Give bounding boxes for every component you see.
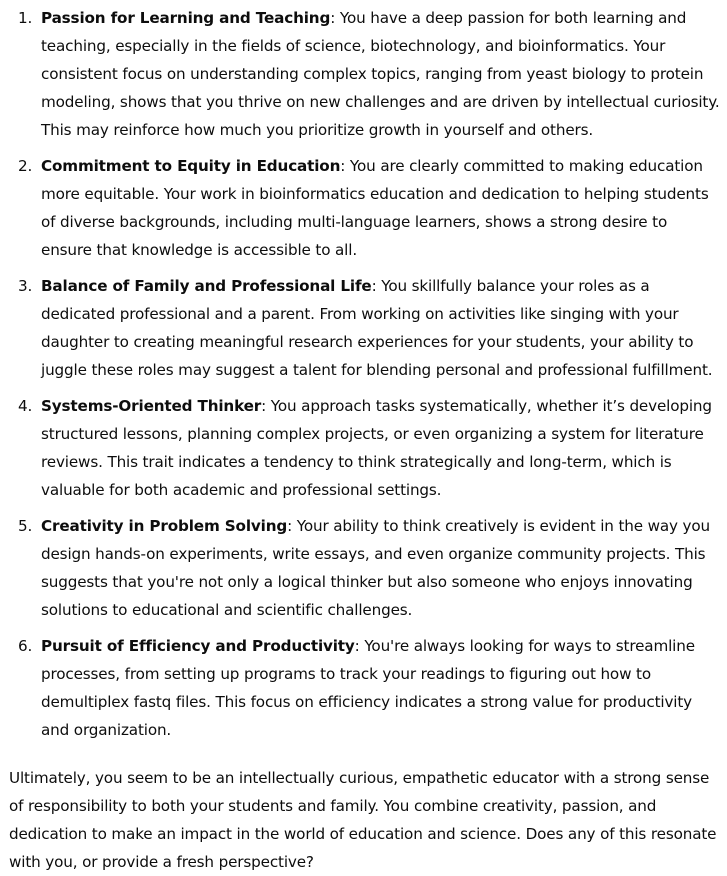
list-item: [9, 392, 721, 504]
list-item: [9, 272, 721, 384]
list-item-text: : You approach tasks systematically, whether it’s developing structured lessons, planning complex projects, or even organizing a system for literature reviews. This trait indicates a tendency to think strategically and long-term, which is valuable for both academic and professional settings.: [41, 397, 712, 499]
list-item-title: Pursuit of Efficiency and Productivity: [41, 637, 355, 655]
list-item: [9, 152, 721, 264]
list-item-text: : You're always looking for ways to streamline processes, from setting up programs to track your readings to figuring out how to demultiplex fastq files. This focus on efficiency indicates a strong value for productivity and organization.: [41, 637, 695, 739]
list-item-title: Commitment to Equity in Education: [41, 157, 341, 175]
list-item-title: Systems-Oriented Thinker: [41, 397, 262, 415]
list-item-title: Balance of Family and Professional Life: [41, 277, 372, 295]
list-item-title: Creativity in Problem Solving: [41, 517, 288, 535]
list-item-number: 4.: [18, 397, 33, 415]
list-item-number: 1.: [18, 9, 33, 27]
list-item: [9, 4, 721, 144]
list-item-number: 2.: [18, 157, 33, 175]
closing-paragraph: Ultimately, you seem to be an intellectually curious, empathetic educator with a strong sense of responsibility to both your students and family. You combine creativity, passion, and dedication to make an impact in the world of education and science. Does any of this resonate with you, or provide a fresh perspective?: [9, 769, 717, 871]
list-item-title: Passion for Learning and Teaching: [41, 9, 331, 27]
traits-list: [9, 4, 721, 744]
list-item: [9, 632, 721, 744]
list-item-number: 6.: [18, 637, 33, 655]
list-item-number: 5.: [18, 517, 33, 535]
list-item-text: : You have a deep passion for both learning and teaching, especially in the fields of science, biotechnology, and bioinformatics. Your consistent focus on understanding complex topics, ranging from yeast biology to protein modeling, shows that you thrive on new challenges and are driven by intellectual curiosity. This may reinforce how much you prioritize growth in yourself and others.: [41, 9, 720, 139]
list-item-number: 3.: [18, 277, 33, 295]
list-item-text: : You skillfully balance your roles as a dedicated professional and a parent. From working on activities like singing with your daughter to creating meaningful research experiences for your students, your ability to juggle these roles may suggest a talent for blending personal and professional fulfillment.: [41, 277, 713, 379]
list-item-text: : You are clearly committed to making education more equitable. Your work in bioinformatics education and dedication to helping students of diverse backgrounds, including multi-language learners, shows a strong desire to ensure that knowledge is accessible to all.: [41, 157, 709, 259]
list-item: [9, 512, 721, 624]
list-item-text: : Your ability to think creatively is evident in the way you design hands-on experiments, write essays, and even organize community projects. This suggests that you're not only a logical thinker but also someone who enjoys innovating solutions to educational and scientific challenges.: [41, 517, 711, 619]
